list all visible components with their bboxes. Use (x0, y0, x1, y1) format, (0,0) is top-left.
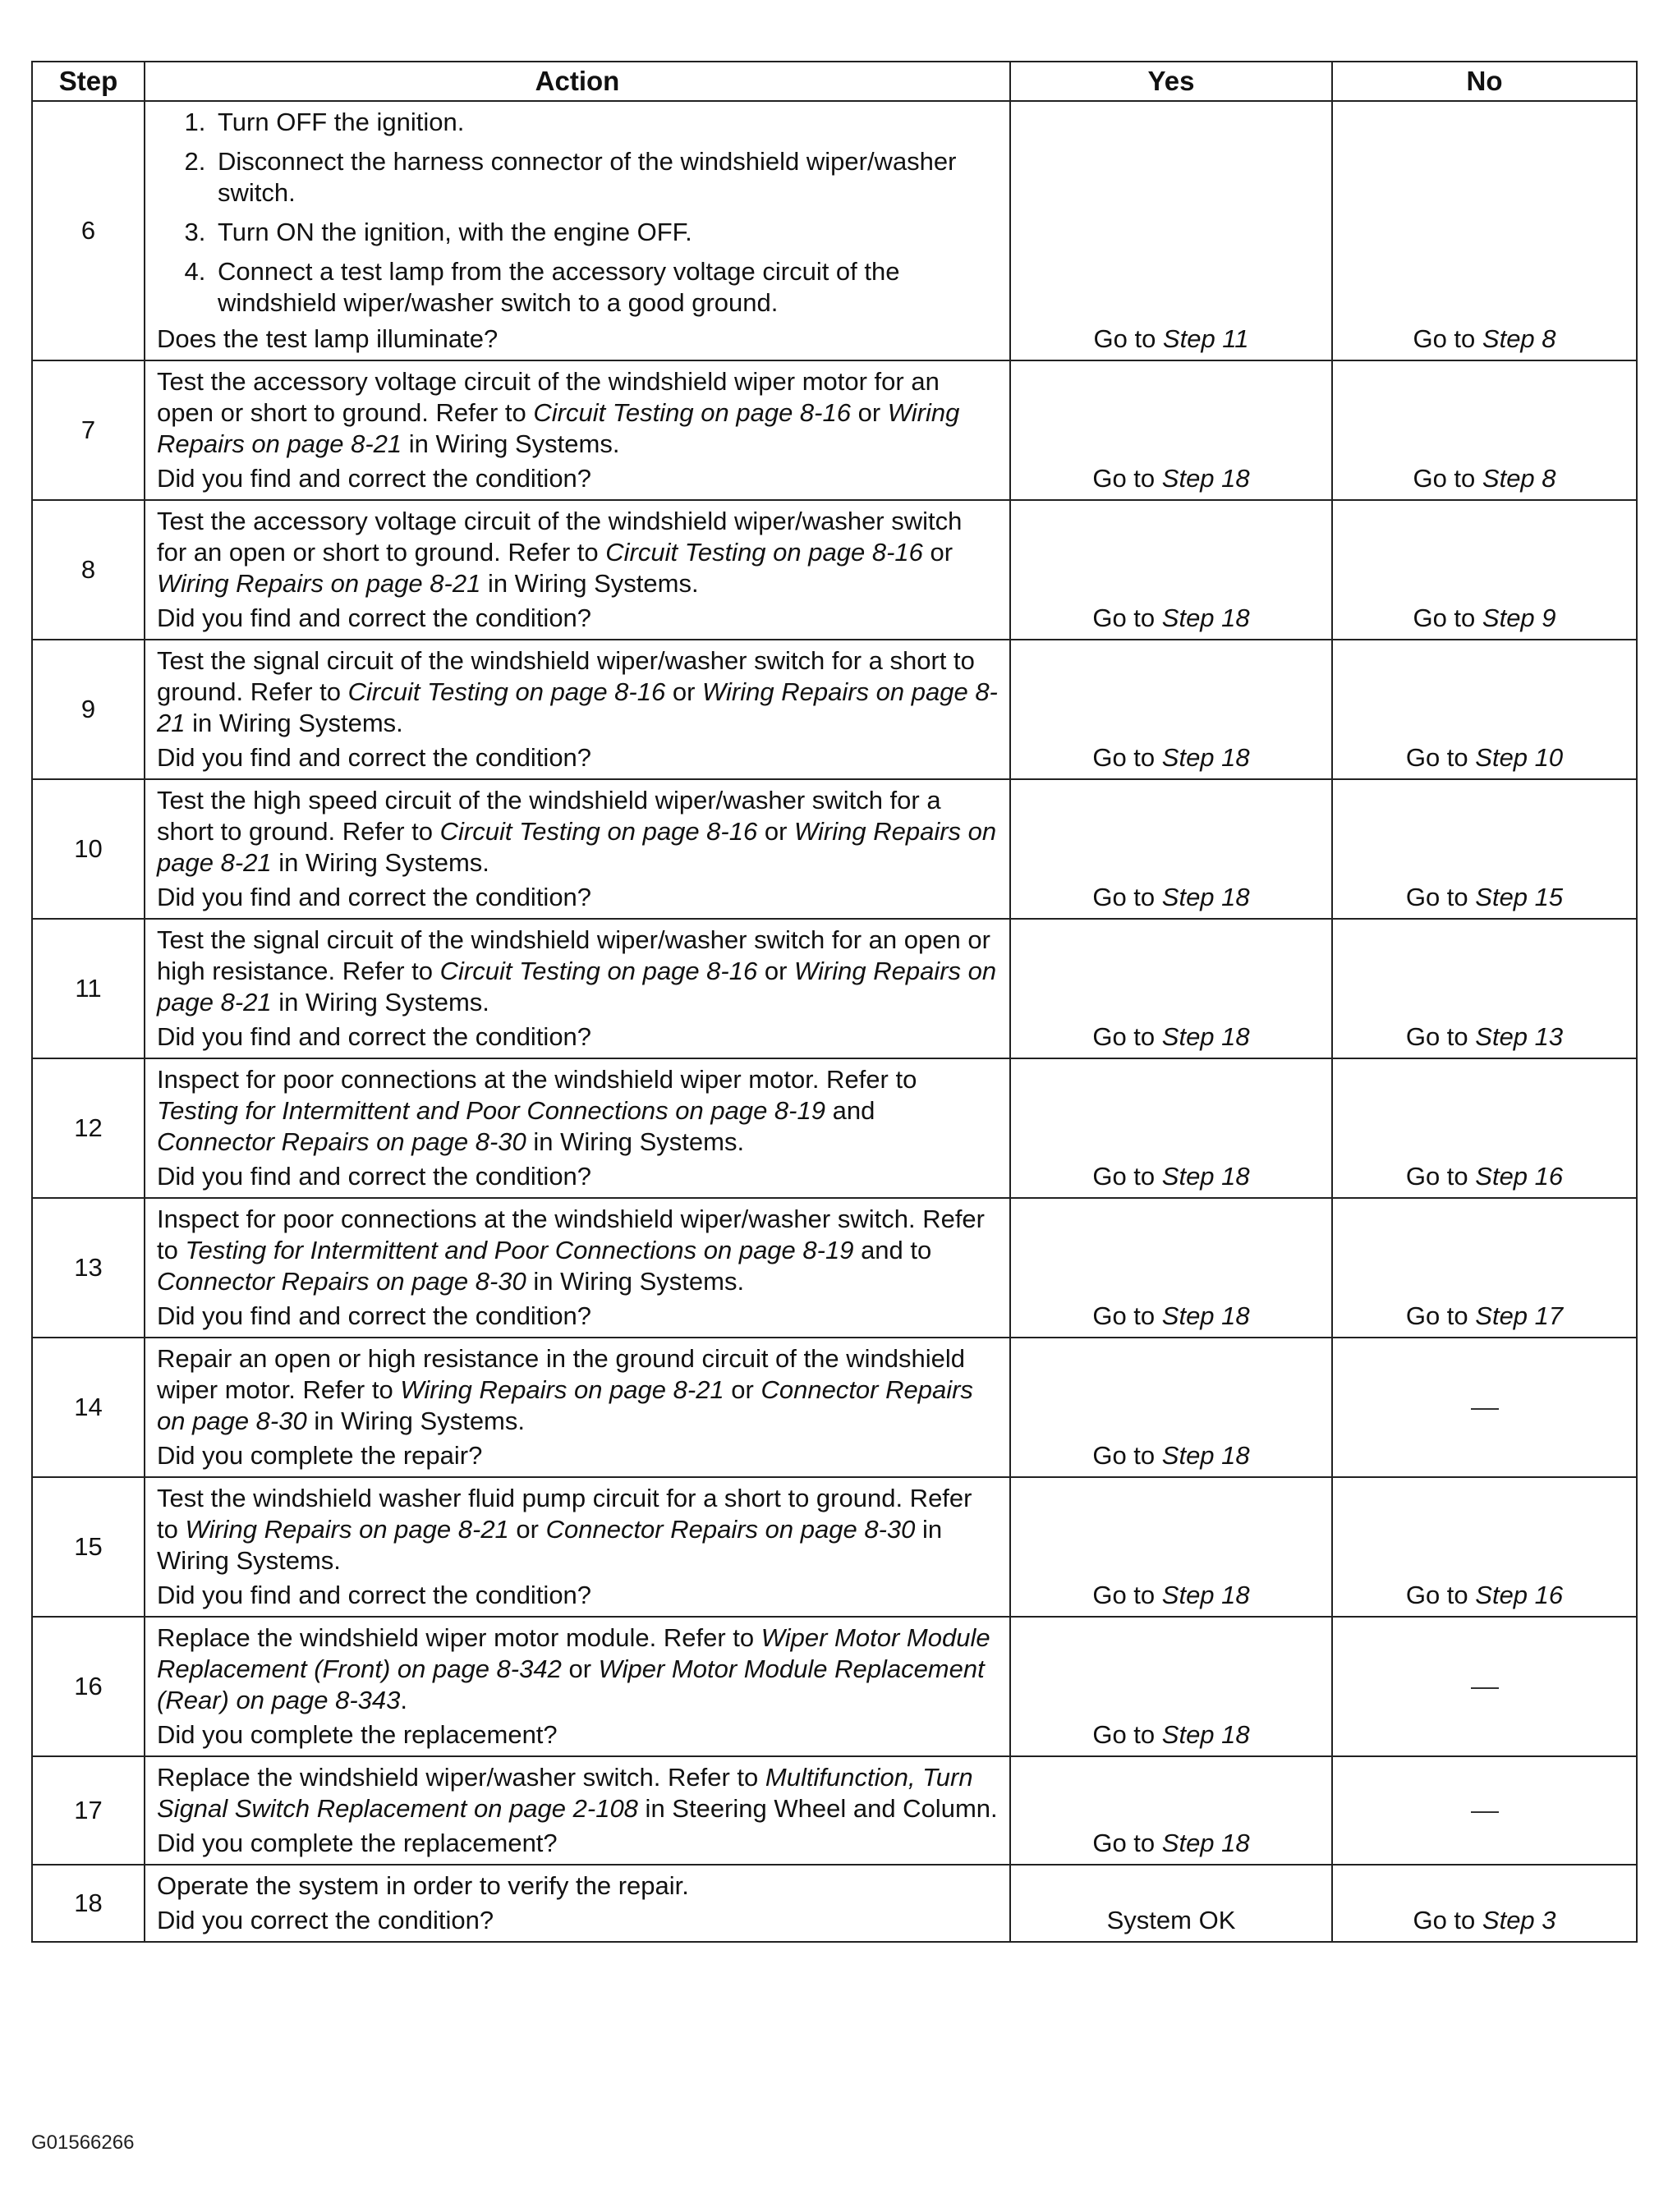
yes-step-ref: Step 18 (1161, 1581, 1250, 1609)
no-text: Go to (1405, 883, 1476, 911)
no-text: Go to (1405, 1301, 1476, 1330)
action-cell (145, 101, 1010, 360)
question-text: Did you complete the replacement? (157, 1720, 558, 1749)
no-step-ref: Step 15 (1475, 883, 1564, 911)
action-text-segment: in Wiring Systems. (480, 569, 699, 598)
instruction-item: 2. Disconnect the harness connector of the windshield wiper/washer switch. (213, 146, 998, 209)
reference-link-text: Wiper Motor Module Replacement (Front) on page 8-342 (157, 1623, 990, 1683)
action-cell (145, 640, 1010, 779)
yes-result (1010, 1865, 1332, 1942)
yes-result (1010, 500, 1332, 640)
question-text: Did you find and correct the condition? (157, 743, 592, 772)
action-text (157, 925, 998, 1018)
no-result (1332, 1477, 1637, 1617)
action-text-segment: in Wiring Systems. (271, 848, 489, 877)
table-row (32, 360, 1637, 500)
reference-link-text: Wiring Repairs on page 8-21 (157, 957, 997, 1017)
action-cell (145, 1477, 1010, 1617)
yes-text: System OK (1106, 1906, 1236, 1934)
table-header-row (32, 62, 1637, 101)
table-row (32, 1338, 1637, 1477)
yes-text: Go to (1092, 1441, 1162, 1470)
action-text-segment: in Wiring Systems. (185, 709, 403, 737)
step-number: 11 (32, 919, 145, 1058)
question-text: Did you find and correct the condition? (157, 603, 592, 632)
action-text-segment: Replace the windshield wiper motor module. Refer to (157, 1623, 761, 1652)
action-text-segment: or (508, 1515, 546, 1544)
table-row (32, 779, 1637, 919)
action-cell (145, 779, 1010, 919)
action-text (157, 645, 998, 739)
reference-link-text: Wiring Repairs on page 8-21 (157, 677, 998, 737)
step-number: 9 (32, 640, 145, 779)
yes-text: Go to (1092, 1720, 1162, 1749)
no-result (1332, 640, 1637, 779)
action-cell (145, 1756, 1010, 1865)
action-text (157, 1064, 998, 1158)
action-text-segment: Repair an open or high resistance in the ground circuit of the windshield wiper motor. Refer to (157, 1344, 965, 1404)
action-text-segment: Inspect for poor connections at the windshield wiper motor. Refer to (157, 1065, 917, 1094)
no-step-ref: Step 3 (1482, 1906, 1556, 1934)
reference-link-text: Connector Repairs on page 8-30 (157, 1127, 526, 1156)
question-text: Did you complete the replacement? (157, 1829, 558, 1857)
table-row (32, 1477, 1637, 1617)
table-row (32, 919, 1637, 1058)
instruction-item: 1. Turn OFF the ignition. (213, 107, 998, 138)
yes-step-ref: Step 18 (1161, 1829, 1250, 1857)
reference-link-text: Circuit Testing on page 8-16 (439, 957, 758, 985)
question-text: Did you find and correct the condition? (157, 1581, 592, 1609)
action-text-segment: or (724, 1375, 761, 1404)
yes-step-ref: Step 18 (1161, 603, 1250, 632)
question-text: Did you find and correct the condition? (157, 883, 592, 911)
no-step-ref: Step 9 (1482, 603, 1556, 632)
action-text (157, 1343, 998, 1437)
action-text-segment: in Wiring Systems. (271, 988, 489, 1017)
dash-mark (1471, 1811, 1499, 1813)
action-text-segment: Operate the system in order to verify the repair. (157, 1871, 689, 1900)
yes-step-ref: Step 18 (1161, 883, 1250, 911)
step-number: 17 (32, 1756, 145, 1865)
no-step-ref: Step 16 (1475, 1162, 1564, 1191)
action-text-segment: in Wiring Systems. (402, 429, 620, 458)
yes-step-ref: Step 18 (1161, 1162, 1250, 1191)
yes-result (1010, 1058, 1332, 1198)
table-row (32, 101, 1637, 360)
step-number: 15 (32, 1477, 145, 1617)
reference-link-text: Wiring Repairs on page 8-21 (157, 398, 960, 458)
action-text (157, 1870, 998, 1902)
action-cell (145, 1338, 1010, 1477)
reference-link-text: Wiring Repairs on page 8-21 (157, 569, 481, 598)
action-text (157, 785, 998, 879)
yes-text: Go to (1092, 1162, 1162, 1191)
action-text-segment: Test the signal circuit of the windshield wiper/washer switch for a short to ground. Refer to (157, 646, 975, 706)
action-text-segment: in Steering Wheel and Column. (637, 1794, 998, 1823)
yes-result (1010, 1477, 1332, 1617)
action-cell (145, 1058, 1010, 1198)
table-row (32, 1865, 1637, 1942)
no-result (1332, 1058, 1637, 1198)
reference-link-text: Circuit Testing on page 8-16 (347, 677, 666, 706)
no-text: Go to (1405, 1022, 1476, 1051)
action-text (157, 1622, 998, 1716)
action-text-segment: Test the accessory voltage circuit of the windshield wiper motor for an open or short to ground. Refer to (157, 367, 940, 427)
reference-link-text: Testing for Intermittent and Poor Connections on page 8-19 (157, 1096, 825, 1125)
action-cell (145, 1617, 1010, 1756)
table-row (32, 500, 1637, 640)
no-step-ref: Step 10 (1475, 743, 1564, 772)
question-text: Did you find and correct the condition? (157, 1301, 592, 1330)
step-number: 6 (32, 101, 145, 360)
yes-result (1010, 1617, 1332, 1756)
reference-link-text: Connector Repairs on page 8-30 (545, 1515, 916, 1544)
action-text-segment: Test the signal circuit of the windshield wiper/washer switch for an open or high resistance. Refer to (157, 925, 990, 985)
header-no: No (1332, 62, 1637, 101)
action-text-segment: Inspect for poor connections at the windshield wiper/washer switch. Refer to (157, 1205, 985, 1264)
yes-text: Go to (1093, 324, 1163, 353)
action-text-segment: or (922, 538, 953, 567)
question-text: Did you correct the condition? (157, 1906, 494, 1934)
no-text: Go to (1413, 603, 1482, 632)
step-number: 7 (32, 360, 145, 500)
header-yes: Yes (1010, 62, 1332, 101)
dash-mark (1471, 1408, 1499, 1410)
reference-link-text: Connector Repairs on page 8-30 (157, 1267, 526, 1296)
no-step-ref: Step 16 (1475, 1581, 1564, 1609)
question-text: Does the test lamp illuminate? (157, 324, 499, 353)
question-text: Did you find and correct the condition? (157, 1022, 592, 1051)
no-step-ref: Step 8 (1482, 464, 1556, 493)
reference-link-text: Connector Repairs on page 8-30 (157, 1375, 973, 1435)
header-step: Step (32, 62, 145, 101)
no-text: Go to (1413, 1906, 1482, 1934)
no-result (1332, 500, 1637, 640)
yes-text: Go to (1092, 603, 1162, 632)
yes-step-ref: Step 18 (1161, 1720, 1250, 1749)
yes-result (1010, 1756, 1332, 1865)
yes-step-ref: Step 18 (1161, 1022, 1250, 1051)
action-text (157, 366, 998, 460)
action-text-segment: in Wiring Systems. (306, 1407, 525, 1435)
no-result (1332, 919, 1637, 1058)
action-text (157, 506, 998, 599)
step-number: 18 (32, 1865, 145, 1942)
yes-step-ref: Step 18 (1161, 464, 1250, 493)
reference-link-text: Testing for Intermittent and Poor Connections on page 8-19 (185, 1236, 854, 1264)
action-text-segment: or (561, 1654, 599, 1683)
action-text-segment: in Wiring Systems. (157, 1515, 943, 1575)
action-text-segment: or (757, 957, 795, 985)
action-text-segment: in Wiring Systems. (526, 1127, 745, 1156)
figure-code: G01566266 (31, 2132, 135, 2154)
yes-result (1010, 1198, 1332, 1338)
no-step-ref: Step 17 (1475, 1301, 1564, 1330)
no-step-ref: Step 13 (1475, 1022, 1564, 1051)
question-text: Did you find and correct the condition? (157, 1162, 592, 1191)
step-number: 8 (32, 500, 145, 640)
action-text-segment: and to (853, 1236, 932, 1264)
no-result (1332, 1865, 1637, 1942)
yes-step-ref: Step 18 (1161, 1441, 1250, 1470)
action-cell (145, 919, 1010, 1058)
step-number: 13 (32, 1198, 145, 1338)
no-result (1332, 779, 1637, 919)
action-text-segment: . (400, 1686, 408, 1714)
no-text: Go to (1413, 464, 1482, 493)
diagnostic-table (31, 61, 1638, 1943)
yes-step-ref: Step 11 (1162, 324, 1249, 353)
header-action: Action (145, 62, 1010, 101)
no-text: Go to (1405, 1581, 1476, 1609)
action-text-segment: Test the windshield washer fluid pump circuit for a short to ground. Refer to (157, 1484, 972, 1544)
reference-link-text: Circuit Testing on page 8-16 (439, 817, 758, 846)
action-text-segment: Test the high speed circuit of the windshield wiper/washer switch for a short to ground. Refer to (157, 786, 941, 846)
reference-link-text: Wiper Motor Module Replacement (Rear) on page 8-343 (157, 1654, 985, 1714)
action-text-segment: or (757, 817, 795, 846)
yes-text: Go to (1092, 883, 1162, 911)
action-text-segment: or (850, 398, 888, 427)
no-step-ref: Step 8 (1482, 324, 1556, 353)
step-number: 12 (32, 1058, 145, 1198)
table-row (32, 1617, 1637, 1756)
action-text-segment: or (665, 677, 703, 706)
table-row (32, 640, 1637, 779)
yes-result (1010, 640, 1332, 779)
instruction-list (157, 107, 998, 319)
yes-text: Go to (1092, 1022, 1162, 1051)
instruction-item: 3. Turn ON the ignition, with the engine OFF. (213, 217, 998, 248)
no-result (1332, 1617, 1637, 1756)
yes-text: Go to (1092, 1301, 1162, 1330)
yes-result (1010, 919, 1332, 1058)
reference-link-text: Wiring Repairs on page 8-21 (400, 1375, 724, 1404)
instruction-item: 4. Connect a test lamp from the accessory voltage circuit of the windshield wiper/washer switch to a good ground. (213, 256, 998, 319)
no-text: Go to (1405, 1162, 1476, 1191)
action-cell (145, 360, 1010, 500)
reference-link-text: Multifunction, Turn Signal Switch Replacement on page 2-108 (157, 1763, 973, 1823)
action-text-segment: in Wiring Systems. (526, 1267, 745, 1296)
action-cell (145, 1198, 1010, 1338)
no-result (1332, 1338, 1637, 1477)
no-result (1332, 1198, 1637, 1338)
action-cell (145, 500, 1010, 640)
question-text: Did you find and correct the condition? (157, 464, 592, 493)
table-row (32, 1756, 1637, 1865)
reference-link-text: Circuit Testing on page 8-16 (533, 398, 851, 427)
yes-result (1010, 101, 1332, 360)
action-text-segment: Replace the windshield wiper/washer switch. Refer to (157, 1763, 765, 1792)
yes-result (1010, 1338, 1332, 1477)
yes-text: Go to (1092, 464, 1162, 493)
yes-text: Go to (1092, 1581, 1162, 1609)
action-cell (145, 1865, 1010, 1942)
reference-link-text: Wiring Repairs on page 8-21 (185, 1515, 509, 1544)
yes-step-ref: Step 18 (1161, 1301, 1250, 1330)
step-number: 14 (32, 1338, 145, 1477)
reference-link-text: Wiring Repairs on page 8-21 (157, 817, 997, 877)
dash-mark (1471, 1687, 1499, 1689)
step-number: 10 (32, 779, 145, 919)
question-text: Did you complete the repair? (157, 1441, 483, 1470)
table-row (32, 1198, 1637, 1338)
yes-result (1010, 779, 1332, 919)
yes-text: Go to (1092, 743, 1162, 772)
yes-result (1010, 360, 1332, 500)
action-text (157, 1762, 998, 1824)
action-text (157, 1483, 998, 1576)
no-result (1332, 360, 1637, 500)
yes-step-ref: Step 18 (1161, 743, 1250, 772)
no-text: Go to (1405, 743, 1476, 772)
no-result (1332, 101, 1637, 360)
yes-text: Go to (1092, 1829, 1162, 1857)
action-text-segment: and (825, 1096, 875, 1125)
step-number: 16 (32, 1617, 145, 1756)
table-body (32, 101, 1637, 1942)
reference-link-text: Circuit Testing on page 8-16 (605, 538, 923, 567)
no-result (1332, 1756, 1637, 1865)
no-text: Go to (1413, 324, 1482, 353)
table-row (32, 1058, 1637, 1198)
action-text (157, 1204, 998, 1297)
action-text-segment: Test the accessory voltage circuit of the windshield wiper/washer switch for an open or short to ground. Refer to (157, 507, 963, 567)
